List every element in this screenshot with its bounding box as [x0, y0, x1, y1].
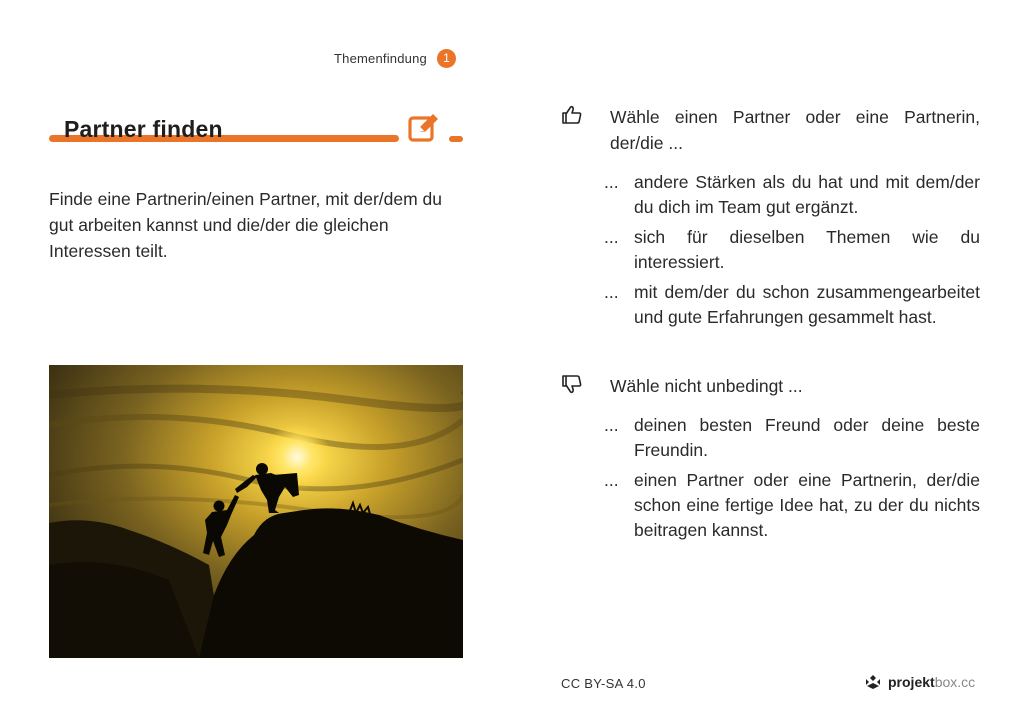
list-item: ... sich für dieselben Themen wie du interessiert. — [604, 227, 980, 272]
brand-logo — [864, 674, 975, 690]
topic-label: Themenfindung — [334, 50, 427, 66]
list-item: ... einen Partner oder eine Partnerin, der/die schon eine fertige Idee hat, zu der du nichts beitragen kannst. — [604, 470, 980, 540]
climbers-photo — [49, 365, 463, 658]
list-item: ... deinen besten Freund oder deine beste Freundin. — [604, 415, 980, 460]
list-item: ... mit dem/der du schon zusammengearbeitet und gute Erfahrungen gesammelt hast. — [604, 282, 980, 327]
dont-heading: Wähle nicht unbedingt ... — [610, 376, 803, 396]
brand-name-bold: projekt — [888, 674, 935, 690]
topic-tag — [334, 48, 456, 68]
do-heading: Wähle einen Partner oder eine Partnerin, der/die ... — [610, 107, 980, 153]
do-list — [604, 170, 980, 335]
edit-icon — [407, 111, 441, 145]
dont-section-head — [561, 373, 803, 396]
license-text: CC BY-SA 4.0 — [561, 676, 646, 691]
title-underline-dash — [449, 136, 463, 142]
thumbs-up-icon — [561, 104, 583, 126]
do-section-head — [561, 104, 980, 153]
dont-list — [604, 413, 980, 548]
intro-text: Finde eine Partnerin/einen Partner, mit der/dem du gut arbeiten kannst und die/der die gleichen Interessen teilt. — [49, 189, 442, 261]
projektbox-logo-icon — [864, 674, 882, 690]
step-number-badge: 1 — [437, 49, 456, 68]
thumbs-down-icon — [561, 373, 583, 395]
title-block — [49, 108, 465, 148]
page-title: Partner finden — [64, 116, 223, 142]
list-item: ... andere Stärken als du hat und mit dem/der du dich im Team gut ergänzt. — [604, 172, 980, 217]
brand-name-light: box.cc — [934, 674, 976, 690]
